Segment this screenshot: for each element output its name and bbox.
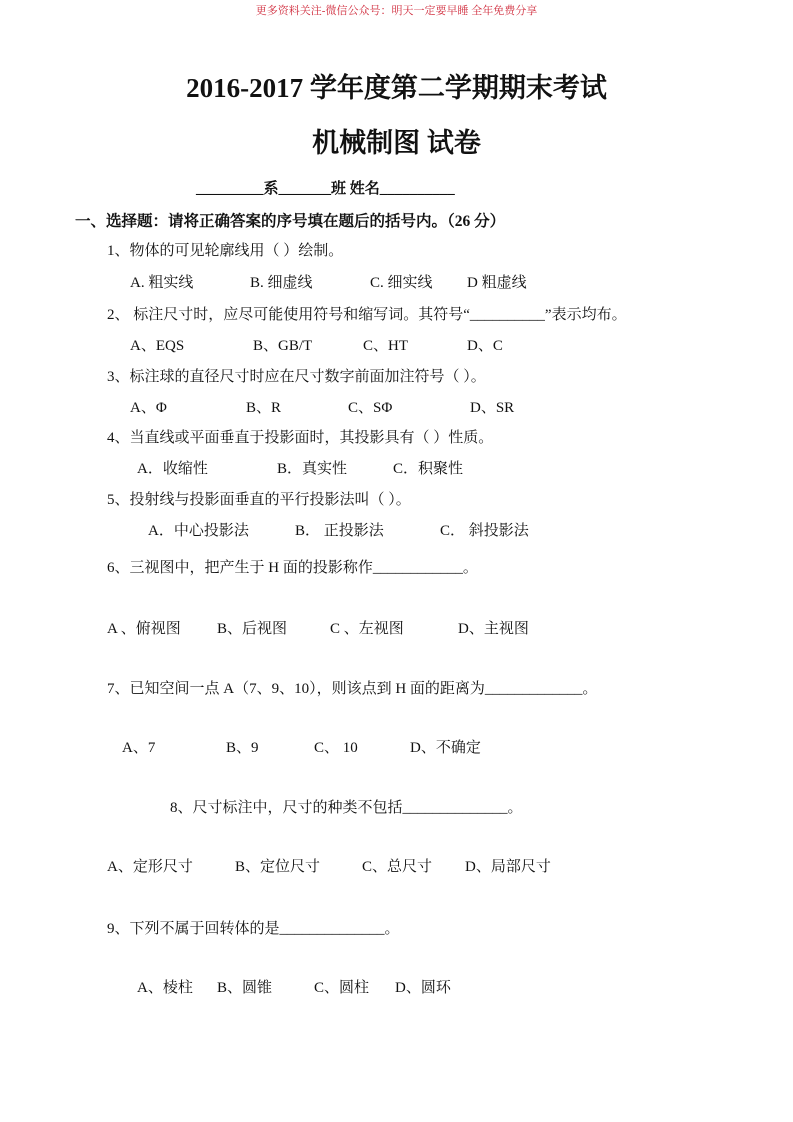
question-8-option: B、定位尺寸 [235,859,321,875]
question-9-option: C、圆柱 [314,980,370,996]
question-8-option: C、总尺寸 [362,859,433,875]
exam-subtitle: 机械制图 试卷 [312,128,481,158]
question-7-option: C、 10 [314,740,358,756]
question-5-option: B． 正投影法 [295,523,384,539]
question-2-option: C、HT [363,338,409,354]
exam-title: 2016-2017 学年度第二学期期末考试 [186,73,607,103]
question-7-option: B、9 [226,740,259,756]
question-9: 9、下列不属于回转体的是______________。 [107,921,400,937]
question-7-option: D、不确定 [410,740,481,756]
question-3-option: C、SΦ [348,400,393,416]
question-9-option: D、圆环 [395,980,451,996]
question-7-option: A、7 [122,740,156,756]
question-2-option: B、GB/T [253,338,313,354]
question-7: 7、已知空间一点 A（7、9、10），则该点到 H 面的距离为_____________。 [107,681,598,697]
question-8-option: D、局部尺寸 [465,859,551,875]
question-2-option: D、C [467,338,503,354]
question-3-option: D、SR [470,400,515,416]
question-6-option: C 、左视图 [330,621,404,637]
question-6-option: A 、俯视图 [107,621,181,637]
question-3: 3、标注球的直径尺寸时应在尺寸数字前面加注符号（ ）。 [107,369,486,385]
question-2-option: A、EQS [130,338,185,354]
question-1-option: D 粗虚线 [467,275,527,291]
question-4-option: A．收缩性 [137,461,208,477]
section-heading: 一、选择题：请将正确答案的序号填在题后的括号内。（26 分） [75,213,506,230]
question-8: 8、尺寸标注中，尺寸的种类不包括______________。 [170,800,523,816]
question-1-option: C. 细实线 [370,275,433,291]
question-3-option: B、R [246,400,282,416]
question-1-option: A. 粗实线 [130,275,194,291]
question-1-option: B. 细虚线 [250,275,313,291]
question-5-option: C． 斜投影法 [440,523,529,539]
question-6: 6、三视图中，把产生于 H 面的投影称作____________。 [107,560,478,576]
question-6-option: B、后视图 [217,621,288,637]
student-info-line: _________系_______班 姓名__________ [196,181,455,197]
question-3-option: A、Φ [130,400,167,416]
watermark-banner: 更多资料关注-微信公众号：明天一定要早睡 全年免费分享 [255,5,538,17]
question-4: 4、当直线或平面垂直于投影面时，其投影具有（ ）性质。 [107,430,494,446]
question-6-option: D、主视图 [458,621,529,637]
question-4-option: B．真实性 [277,461,348,477]
question-1: 1、物体的可见轮廓线用（ ）绘制。 [107,243,344,259]
question-9-option: A、棱柱 [137,980,193,996]
question-9-option: B、圆锥 [217,980,273,996]
question-4-option: C．积聚性 [393,461,464,477]
question-8-option: A、定形尺寸 [107,859,193,875]
question-5-option: A．中心投影法 [148,523,249,539]
question-5: 5、投射线与投影面垂直的平行投影法叫（ ）。 [107,492,411,508]
question-2: 2、 标注尺寸时，应尽可能使用符号和缩写词。其符号“__________”表示均布。 [107,307,627,323]
